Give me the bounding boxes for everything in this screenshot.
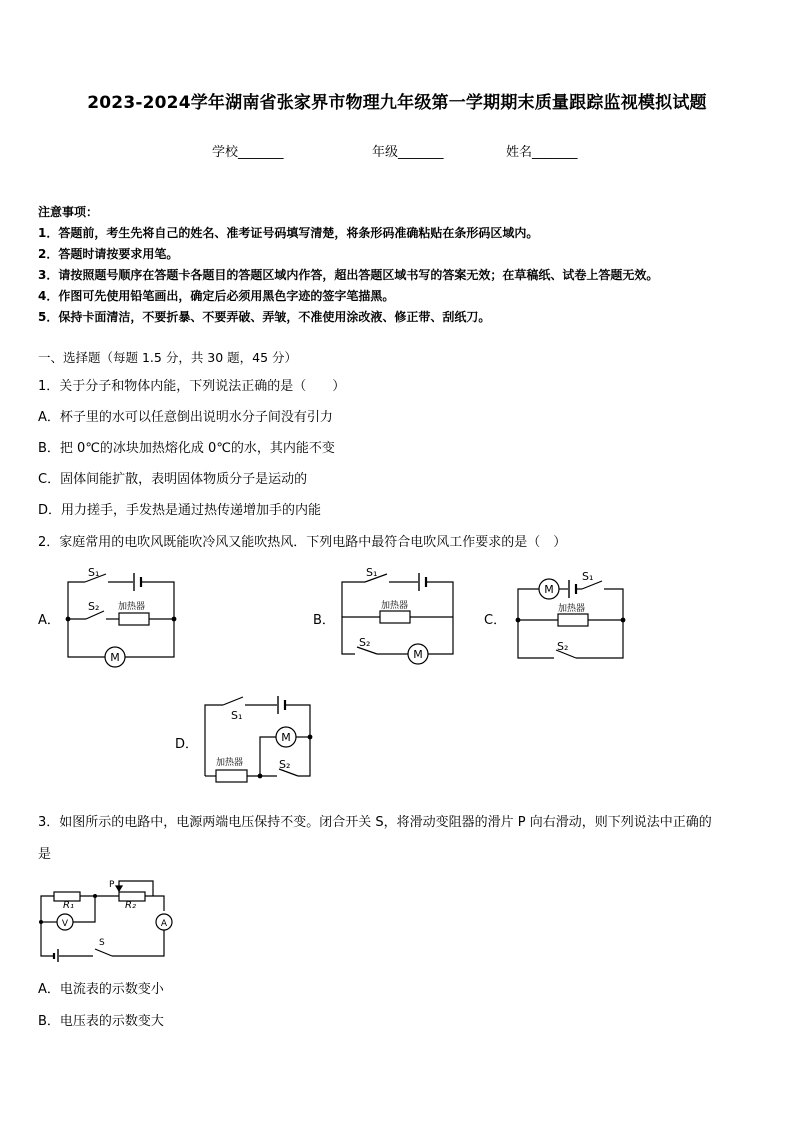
switch-s2-label: S₂	[279, 758, 291, 771]
note-item: 3．请按照题号顺序在答题卡各题目的答题区域内作答，超出答题区域书写的答案无效；在草稿纸、试卷上答题无效。	[38, 268, 659, 282]
circuit-diagram-q3	[37, 874, 182, 962]
question-2-stem: 2．家庭常用的电吹风既能吹冷风又能吹热风．下列电路中最符合电吹风工作要求的是（ ）	[38, 535, 567, 550]
question-1-stem: 1．关于分子和物体内能，下列说法正确的是（ ）	[38, 379, 346, 394]
circuit-diagram-a	[58, 562, 188, 670]
ammeter-symbol: A	[160, 919, 168, 929]
switch-s2-label: S₂	[88, 600, 100, 613]
question-3-stem-line2: 是	[38, 847, 52, 862]
question-3-option-a: A．电流表的示数变小	[38, 982, 164, 997]
option-c-label: C．	[484, 613, 507, 628]
question-1-option-d: D．用力搓手，手发热是通过热传递增加手的内能	[38, 503, 322, 518]
question-1-option-b: B．把 0℃的冰块加热熔化成 0℃的水，其内能不变	[38, 441, 335, 456]
circuit-diagram-c	[508, 562, 633, 670]
voltmeter-symbol: V	[61, 919, 69, 929]
circuit-diagram-d	[197, 688, 322, 788]
school-field: 学校_______	[212, 145, 284, 160]
switch-s1-label: S₁	[88, 566, 100, 579]
resistor-r1-label: R₁	[63, 900, 74, 911]
switch-s1-label: S₁	[231, 709, 243, 722]
grade-field: 年级_______	[372, 145, 444, 160]
name-field: 姓名_______	[506, 145, 578, 160]
motor-symbol: M	[413, 648, 423, 661]
question-3-option-b: B．电压表的示数变大	[38, 1014, 164, 1029]
note-item: 2．答题时请按要求用笔。	[38, 247, 179, 261]
heater-label: 加热器	[216, 758, 244, 768]
page-title: 2023-2024学年湖南省张家界市物理九年级第一学期期末质量跟踪监视模拟试题	[87, 93, 707, 113]
heater-label: 加热器	[558, 604, 586, 614]
note-item: 1．答题前，考生先将自己的姓名、准考证号码填写清楚，将条形码准确粘贴在条形码区域内。	[38, 226, 539, 240]
circuit-diagram-b	[335, 562, 465, 670]
note-item: 4．作图可先使用铅笔画出，确定后必须用黑色字迹的签字笔描黑。	[38, 289, 395, 303]
question-1-option-a: A．杯子里的水可以任意倒出说明水分子间没有引力	[38, 410, 333, 425]
heater-label: 加热器	[381, 601, 409, 611]
switch-s-label: S	[99, 938, 105, 948]
option-d-label: D．	[175, 737, 199, 752]
motor-symbol: M	[110, 651, 120, 664]
switch-s2-label: S₂	[557, 640, 569, 653]
option-b-label: B．	[313, 613, 335, 628]
note-item: 5．保持卡面清洁，不要折暴、不要弄破、弄皱，不准使用涂改液、修正带、刮纸刀。	[38, 310, 491, 324]
switch-s1-label: S₁	[582, 570, 594, 583]
motor-symbol: M	[281, 731, 291, 744]
question-1-option-c: C．固体间能扩散，表明固体物质分子是运动的	[38, 472, 308, 487]
motor-symbol: M	[544, 583, 554, 596]
switch-s2-label: S₂	[359, 636, 371, 649]
heater-label: 加热器	[118, 602, 146, 612]
option-a-label: A．	[38, 613, 60, 628]
switch-s1-label: S₁	[366, 566, 378, 579]
section-heading: 一、选择题（每题 1.5 分，共 30 题，45 分）	[38, 350, 298, 365]
question-3-stem-line1: 3．如图所示的电路中，电源两端电压保持不变。闭合开关 S，将滑动变阻器的滑片 P 向右滑动，则下列说法中正确的	[38, 815, 712, 830]
resistor-r2-label: R₂	[125, 900, 136, 911]
notes-heading: 注意事项：	[38, 205, 99, 219]
slider-label: P	[109, 880, 115, 890]
